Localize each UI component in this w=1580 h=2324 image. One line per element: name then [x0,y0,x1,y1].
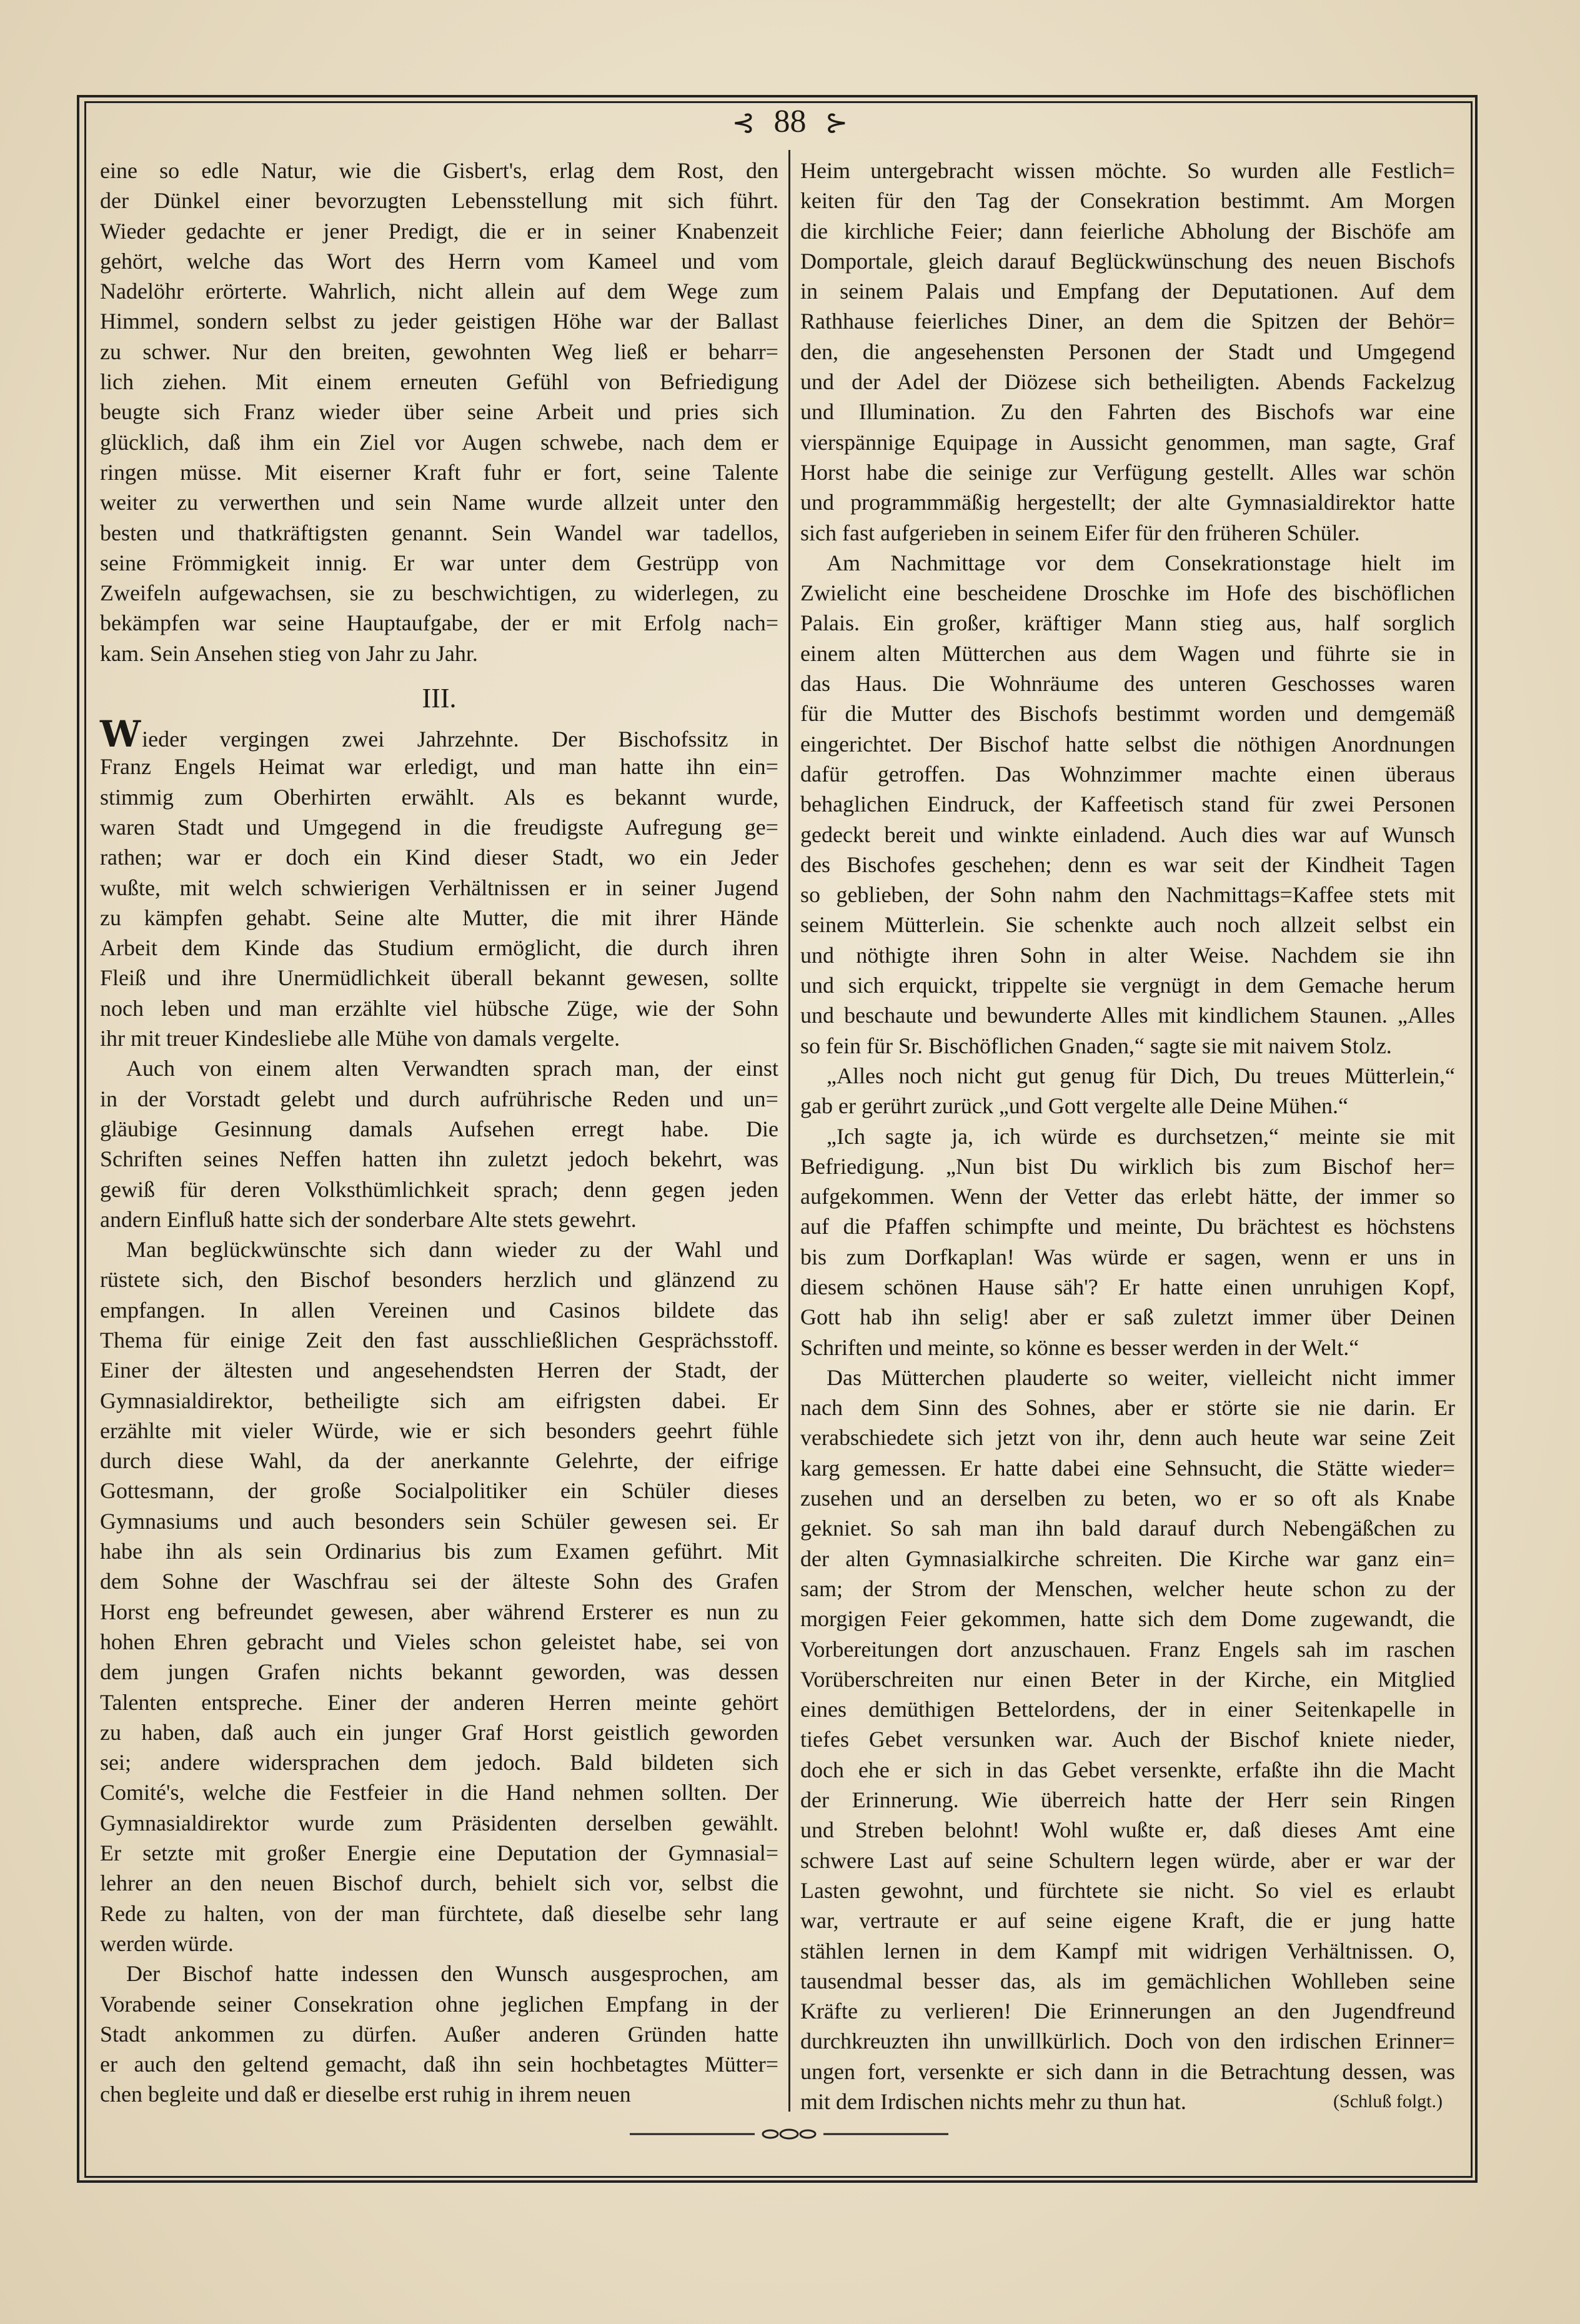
text-line: andern Einfluß hatte sich der sonderbare Alte stets gewehrt. [100,1206,637,1232]
text-line: Kräfte zu verlieren! Die Erinnerungen an den Jugendfreund [800,1999,1455,2024]
text-line: und Streben belohnt! Wohl wußte er, daß dieses Amt eine [800,1817,1455,1843]
text-line: weiter zu verwerthen und sein Name wurde allzeit unter den [100,490,778,515]
text-line: des Bischofes geschehen; denn es war seit der Kindheit Tagen [800,852,1455,877]
text-line: tausendmal besser das, als im gemächlichen Wohlleben seine [800,1968,1455,1994]
text-line: rüstete sich, den Bischof besonders herzlich und glänzend zu [100,1267,778,1293]
column-divider [788,150,790,2112]
text-line: ungen fort, versenkte er sich dann in die Betrachtung dessen, was [800,2058,1455,2084]
right-column [800,156,1455,2117]
text-line: durchkreuzten ihn unwillkürlich. Doch von den irdischen Erinner= [800,2029,1455,2054]
text-line: und beschaute und bewunderte Alles mit kindlichem Staunen. „Alles [800,1003,1455,1028]
text-line: dem Sohne der Waschfrau sei der älteste Sohn des Grafen [100,1569,778,1594]
text-line: Nadelöhr erörterte. Wahrlich, nicht allein auf dem Wege zum [100,279,778,304]
ornament-left-icon: ⊰ [732,107,755,138]
text-line: sich fast aufgerieben in seinem Eifer für den früheren Schüler. [800,520,1360,545]
drop-cap: W [100,713,141,756]
text-line: rathen; war er doch ein Kind dieser Stadt, wo ein Jeder [100,845,778,870]
text-line: Befriedigung. „Nun bist Du wirklich bis zum Bischof her= [800,1153,1455,1179]
text-line: Horst habe die seinige zur Verfügung gestellt. Alles war schön [800,459,1455,485]
text-line: erzählte mit vieler Würde, wie er sich besonders geehrt fühle [100,1418,778,1443]
paragraph [100,1959,778,2109]
text-line: Man beglückwünschte sich dann wieder zu der Wahl und [126,1237,778,1263]
text-line: und der Adel der Diözese sich betheiligten. Abends Fackelzug [800,369,1455,395]
text-line: für die Mutter des Bischofs bestimmt worden und demgemäß [800,701,1455,727]
text-line: einem alten Mütterchen aus dem Wagen und führte sie in [800,640,1455,666]
ornament-right-icon: ⊱ [825,107,848,138]
text-line: bekämpfen war seine Hauptaufgabe, der er mit Erfolg nach= [100,610,778,636]
text-line: schwere Last auf seine Schultern legen würde, aber er war der [800,1847,1455,1873]
text-line: Horst eng befreundet gewesen, aber während Ersterer es nun zu [100,1599,778,1624]
text-line: hohen Ehren gebracht und Vieles schon geleistet habe, sei von [100,1629,778,1654]
text-line: Gymnasiums und auch besonders sein Schüler gewesen sei. Er [100,1508,778,1534]
text-line: Palais. Ein großer, kräftiger Mann stieg aus, half sorglich [800,610,1455,636]
text-line-rest: ieder vergingen zwei Jahrzehnte. Der Bischofssitz in [142,727,778,752]
page-header [0,100,1580,145]
text-line: bis zum Dorfkaplan! Was würde er sagen, wenn er uns in [800,1244,1455,1269]
continuation-note: (Schluß folgt.) [1333,2091,1443,2112]
text-line: Thema für einige Zeit den fast ausschließlichen Gesprächsstoff. [100,1327,778,1353]
text-line: wußte, mit welch schwierigen Verhältnissen er in seiner Jugend [100,875,778,900]
text-line: die kirchliche Feier; dann feierliche Abholung der Bischöfe am [800,218,1455,244]
text-line: empfangen. In allen Vereinen und Casinos bildete das [100,1297,778,1323]
text-line: Heim untergebracht wissen möchte. So wurden alle Festlich= [800,158,1455,183]
text-line: der Dünkel einer bevorzugten Lebensstellung mit sich führt. [100,188,778,214]
text-line: stimmig zum Oberhirten erwählt. Als es bekannt wurde, [100,784,778,810]
text-line: lehrer an den neuen Bischof durch, behielt sich vor, selbst die [100,1870,778,1896]
text-line: werden würde. [100,1930,234,1956]
text-line: Franz Engels Heimat war erledigt, und man hatte ihn ein= [100,754,778,780]
paragraph [100,713,778,1053]
text-line: gab er gerührt zurück „und Gott vergelte alle Deine Mühen.“ [800,1093,1348,1119]
text-line: tiefes Gebet versunken war. Auch der Bischof kniete nieder, [800,1727,1455,1752]
text-line: nach dem Sinn des Sohnes, aber er störte sie nie darin. Er [800,1395,1455,1421]
text-line: Er setzte mit großer Energie eine Deputation der Gymnasial= [100,1840,778,1866]
text-line: gewiß für deren Volksthümlichkeit sprach; denn gegen jeden [100,1176,778,1202]
text-line: Vorüberschreiten nur einen Beter in der Kirche, ein Mitglied [800,1666,1455,1692]
text-line: Vorabende seiner Consekration ohne jeglichen Empfang in der [100,1991,778,2017]
text-line: ihr mit treuer Kindesliebe alle Mühe von damals vergelte. [100,1026,620,1051]
section-heading: III. [422,683,457,714]
text-line: in seinem Palais und Empfang der Deputationen. Auf dem [800,279,1455,304]
text-line: Vorbereitungen dort anzuschauen. Franz Engels sah im raschen [800,1636,1455,1662]
text-line: Wieder gedachte er jener Predigt, die er in seiner Knabenzeit [100,218,778,244]
text-line: stählen lernen in dem Kampf mit widrigen Verhältnissen. O, [800,1938,1455,1964]
text-line: eine so edle Natur, wie die Gisbert's, erlag dem Rost, den [100,158,778,183]
paragraph [800,1121,1455,1363]
text-line: Schriften seines Neffen hatten ihn zuletzt jedoch bekehrt, was [100,1146,778,1172]
text-line: lich ziehen. Mit einem erneuten Gefühl von Befriedigung [100,369,778,395]
text-line: Das Mütterchen plauderte so weiter, vielleicht nicht immer [827,1364,1455,1390]
text-line: so geblieben, der Sohn nahm den Nachmittags=Kaffee stets mit [800,882,1455,908]
text-line: Gymnasialdirektor wurde zum Präsidenten derselben gewählt. [100,1810,778,1835]
text-line: chen begleite und daß er dieselbe erst ruhig in ihrem neuen [100,2082,631,2107]
text-line: auf die Pfaffen schimpfte und meinte, Du brächtest es höchstens [800,1214,1455,1239]
text-line: der alten Gymnasialkirche schreiten. Die Kirche war ganz ein= [800,1546,1455,1571]
text-line: Auch von einem alten Verwandten sprach man, der einst [126,1056,778,1081]
text-line: Himmel, sondern selbst zu jeder geistigen Höhe war der Ballast [100,309,778,334]
text-line: doch ehe er sich in das Gebet versenkte, erfaßte ihn die Macht [800,1757,1455,1782]
text-line: Zweifeln aufgewachsen, sie zu beschwichtigen, zu widerlegen, zu [100,580,778,606]
text-line: in der Vorstadt gelebt und durch aufrührische Reden und un= [100,1086,778,1111]
text-line: aufgekommen. Wenn der Vetter das erlebt hätte, der immer so [800,1184,1455,1209]
text-line: keiten für den Tag der Consekration bestimmt. Am Morgen [800,188,1455,214]
text-line: und Illumination. Zu den Fahrten des Bischofs war eine [800,399,1455,425]
text-line: „Alles noch nicht gut genug für Dich, Du treues Mütterlein,“ [827,1063,1455,1088]
text-line: gläubige Gesinnung damals Aufsehen erregt habe. Die [100,1116,778,1141]
text-line: Einer der ältesten und angesehendsten Herren der Stadt, der [100,1358,778,1383]
text-line: verabschiedete sich jetzt von ihr, denn auch heute war seine Zeit [800,1425,1455,1451]
text-line: zu schwer. Nur den breiten, gewohnten Weg ließ er beharr= [100,339,778,364]
text-line: seine Frömmigkeit innig. Er war unter dem Gestrüpp von [100,550,778,575]
text-line: seinem Mütterlein. Sie schenkte auch noch allzeit selbst ein [800,912,1455,938]
text-line: das Haus. Die Wohnräume des unteren Geschosses waren [800,671,1455,697]
text-line: Gymnasialdirektor, betheiligte sich am eifrigsten dabei. Er [100,1388,778,1413]
text-line: und nöthigte ihren Sohn in alter Weise. Nachdem sie ihn [800,942,1455,968]
text-line: „Ich sagte ja, ich würde es durchsetzen,“ meinte sie mit [827,1123,1455,1149]
text-line: besten und thatkräftigsten genannt. Sein Wandel war tadellos, [100,520,778,545]
text-line: den, die angesehensten Personen der Stadt und Umgegend [800,339,1455,364]
paragraph [800,1061,1455,1121]
text-line: sam; der Strom der Menschen, welcher heute schon zu der [800,1576,1455,1601]
paragraph [100,1234,778,1959]
text-line: Arbeit dem Kinde das Studium ermöglicht, die durch ihren [100,935,778,961]
text-line: behaglichen Eindruck, der Kaffeetisch stand für zwei Personen [800,792,1455,817]
footer-ornament-icon [630,2127,948,2142]
text-line-content: mit dem Irdischen nichts mehr zu thun hat. [800,2089,1186,2114]
paragraph [800,548,1455,1061]
text-line: Schriften und meinte, so könne es besser werden in der Welt.“ [800,1334,1359,1360]
text-line: zu kämpfen gehabt. Seine alte Mutter, die mit ihrer Hände [100,905,778,930]
text-line [100,713,778,756]
text-line: Fleiß und ihre Unermüdlichkeit überall bekannt gewesen, sollte [100,965,778,991]
text-line: Zwielicht eine bescheidene Droschke im Hofe des bischöflichen [800,580,1455,606]
paragraph [800,1363,1455,2117]
text-line: Lasten gewohnt, und fürchtete sie nicht. So viel es erlaubt [800,1877,1455,1903]
text-line: und sich erquickt, trippelte sie vergnügt in dem Gemache herum [800,973,1455,998]
text-line: Stadt ankommen zu dürfen. Außer anderen Gründen hatte [100,2021,778,2047]
text-line: durch diese Wahl, da der anerkannte Gelehrte, der eifrige [100,1448,778,1474]
left-column [100,156,778,2110]
text-line: gedeckt bereit und winkte einladend. Auch dies war auf Wunsch [800,822,1455,847]
text-line: karg gemessen. Er hatte dabei eine Sehnsucht, die Stätte wieder= [800,1455,1455,1481]
text-line: eingerichtet. Der Bischof hatte selbst die nöthigen Anordnungen [800,731,1455,757]
paragraph [100,156,778,668]
text-line: habe ihn als sein Ordinarius bis zum Examen geführt. Mit [100,1539,778,1564]
text-line: waren Stadt und Umgegend in die freudigste Aufregung ge= [100,814,778,840]
text-line: so fein für Sr. Bischöflichen Gnaden,“ sagte sie mit naivem Stolz. [800,1033,1392,1058]
text-line: Comité's, welche die Festfeier in die Hand nehmen sollten. Der [100,1780,778,1805]
text-line: Am Nachmittage vor dem Consekrationstage hielt im [827,550,1455,575]
text-line: Talenten entspreche. Einer der anderen Herren meinte gehört [100,1689,778,1715]
page-number: 88 [773,104,807,139]
text-line: gehört, welche das Wort des Herrn vom Kameel und vom [100,248,778,274]
text-line: dafür getroffen. Das Wohnzimmer machte einen überaus [800,761,1455,787]
text-line: zusehen und an derselben zu beten, wo er so oft als Knabe [800,1486,1455,1511]
text-line: glücklich, daß ihm ein Ziel vor Augen schwebe, nach dem er [100,429,778,455]
text-line: noch leben und man erzählte viel hübsche Züge, wie der Sohn [100,995,778,1021]
text-line: diesem schönen Hause säh'? Er hatte einen unruhigen Kopf, [800,1274,1455,1299]
paragraph [100,1053,778,1234]
text-line: beugte sich Franz wieder über seine Arbeit und pries sich [100,399,778,425]
text-line: Gottesmann, der große Socialpolitiker ein Schüler dieses [100,1478,778,1504]
text-line: Der Bischof hatte indessen den Wunsch ausgesprochen, am [126,1961,778,1987]
text-line: Gott hab ihn selig! aber er saß zuletzt immer über Deinen [800,1304,1455,1330]
text-line: Rede zu halten, von der man fürchtete, daß dieselbe sehr lang [100,1900,778,1926]
text-line: zu haben, daß auch ein junger Graf Horst geistlich geworden [100,1719,778,1745]
text-line: eines demüthigen Bettelordens, der in einer Seitenkapelle in [800,1697,1455,1722]
text-line: morgigen Feier gekommen, hatte sich dem Dome zugewandt, die [800,1606,1455,1632]
text-line [800,2087,1455,2117]
text-line: ringen müsse. Mit eiserner Kraft fuhr er fort, seine Talente [100,459,778,485]
text-line: Rathhause feierliches Diner, an dem die Spitzen der Behör= [800,309,1455,334]
text-line: vierspännige Equipage in Aussicht genommen, man sagte, Graf [800,429,1455,455]
text-line: sei; andere widersprachen dem jedoch. Bald bildeten sich [100,1750,778,1775]
paragraph [800,156,1455,548]
text-line: Domportale, gleich darauf Beglückwünschung des neuen Bischofs [800,248,1455,274]
text-line: gekniet. So sah man ihn bald darauf durch Nebengäßchen zu [800,1516,1455,1541]
text-line: war, vertraute er auf seine eigene Kraft, die er jung hatte [800,1908,1455,1934]
text-line: dem jungen Grafen nichts bekannt geworden, was dessen [100,1659,778,1685]
text-line: er auch den geltend gemacht, daß ihn sein hochbetagtes Mütter= [100,2052,778,2077]
text-line: kam. Sein Ansehen stieg von Jahr zu Jahr. [100,640,478,666]
text-line: der Erinnerung. Wie überreich hatte der Herr sein Ringen [800,1787,1455,1813]
text-line: und programmmäßig hergestellt; der alte Gymnasialdirektor hatte [800,490,1455,515]
